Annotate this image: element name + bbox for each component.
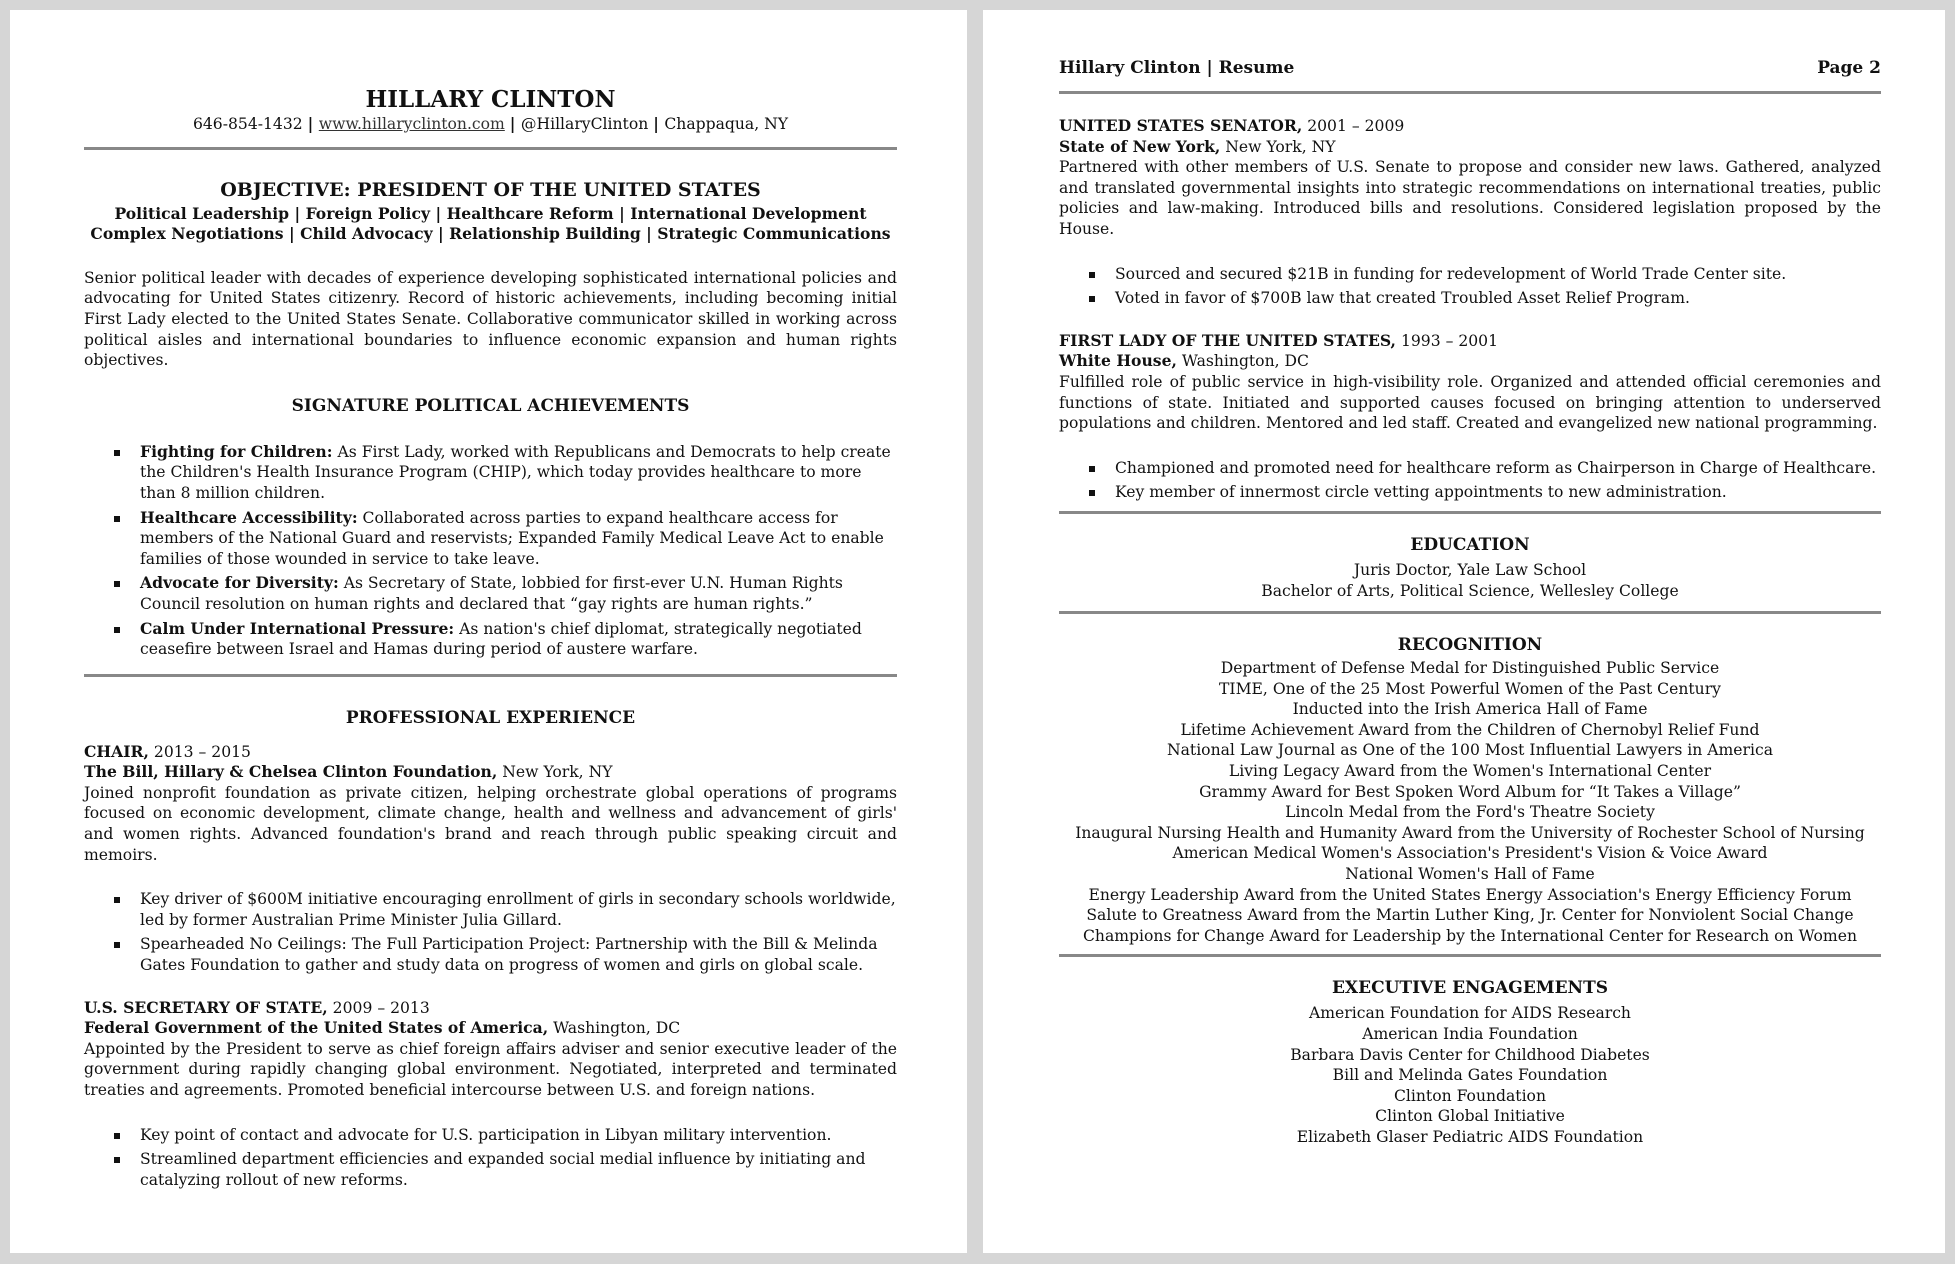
job-title: FIRST LADY OF THE UNITED STATES,	[1059, 330, 1396, 350]
education-list	[1059, 560, 1881, 601]
skills-line-2: Complex Negotiations | Child Advocacy | Relationship Building | Strategic Communications	[90, 224, 891, 244]
achievements-list	[84, 442, 897, 660]
location: Chappaqua, NY	[664, 115, 789, 133]
job-bullets	[1059, 264, 1881, 309]
phone-number: 646-854-1432	[192, 115, 303, 133]
job-entry-first-lady	[1059, 331, 1881, 503]
divider	[1059, 511, 1881, 514]
job-dates: 2009 – 2013	[327, 998, 430, 1017]
list-item: Sourced and secured $21B in funding for redevelopment of World Trade Center site.	[1115, 264, 1881, 285]
list-item: Bill and Melinda Gates Foundation	[1332, 1066, 1608, 1085]
divider	[84, 674, 897, 677]
job-org: Federal Government of the United States of America,	[84, 1018, 549, 1038]
list-item: Champions for Change Award for Leadership by the International Center for Research on Women	[1083, 926, 1857, 945]
list-item: Clinton Global Initiative	[1375, 1107, 1565, 1126]
list-item: Bachelor of Arts, Political Science, Wellesley College	[1261, 581, 1679, 600]
job-description: Joined nonprofit foundation as private citizen, helping orchestrate global operations of programs focused on economic development, climate change, health and wellness and advancement of girls' and women rights. Advanced foundation's brand and reach through public speaking circuit and memoirs.	[84, 783, 897, 864]
list-item: Voted in favor of $700B law that created Troubled Asset Relief Program.	[1115, 288, 1881, 309]
resume-page-2	[983, 10, 1945, 1253]
achievement-text: As First Lady, worked with Republicans and Democrats to help create the Children's Health Insurance Program (CHIP), which today provides healthcare to more than 8 million children.	[140, 442, 891, 502]
list-item: American India Foundation	[1362, 1025, 1578, 1043]
job-dates: 2013 – 2015	[148, 742, 251, 761]
list-item: American Foundation for AIDS Research	[1309, 1004, 1631, 1023]
experience-heading: PROFESSIONAL EXPERIENCE	[345, 707, 636, 728]
achievement-title: Fighting for Children:	[140, 441, 333, 461]
candidate-name: HILLARY CLINTON	[365, 86, 616, 113]
list-item: National Women's Hall of Fame	[1345, 865, 1595, 884]
engagements-list	[1059, 1003, 1881, 1147]
job-dates: 1993 – 2001	[1395, 331, 1499, 350]
job-org: State of New York,	[1059, 136, 1221, 156]
list-item	[140, 619, 897, 660]
job-title: U.S. SECRETARY OF STATE,	[84, 997, 328, 1017]
contact-line: 646-854-1432 | www.hillaryclinton.com | @HillaryClinton | Chappaqua, NY	[192, 114, 789, 133]
job-bullets	[84, 889, 897, 975]
list-item: Championed and promoted need for healthcare reform as Chairperson in Charge of Healthcare.	[1115, 458, 1881, 479]
divider	[1059, 954, 1881, 957]
list-item: Inducted into the Irish America Hall of Fame	[1292, 700, 1648, 719]
job-entry-senator	[1059, 116, 1881, 309]
list-item	[140, 573, 897, 614]
resume-page-1	[10, 10, 967, 1253]
job-entry-secretary	[84, 998, 897, 1191]
list-item: TIME, One of the 25 Most Powerful Women of the Past Century	[1219, 679, 1721, 698]
job-org: White House,	[1059, 351, 1177, 371]
skills-line-1: Political Leadership | Foreign Policy | Healthcare Reform | International Development	[114, 203, 867, 223]
list-item: Clinton Foundation	[1393, 1086, 1546, 1105]
achievement-title: Calm Under International Pressure:	[140, 618, 455, 638]
list-item: Salute to Greatness Award from the Martin Luther King, Jr. Center for Nonviolent Social Change	[1086, 906, 1854, 925]
list-item: Energy Leadership Award from the United States Energy Association's Energy Efficiency Forum	[1088, 885, 1852, 904]
job-dates: 2001 – 2009	[1302, 117, 1405, 135]
list-item: Lincoln Medal from the Ford's Theatre Society	[1285, 803, 1655, 822]
divider	[1059, 91, 1881, 94]
job-location: Washington, DC	[1176, 352, 1309, 371]
list-item: Barbara Davis Center for Childhood Diabetes	[1290, 1045, 1650, 1064]
page-number: Page 2	[1817, 58, 1881, 78]
engagements-heading: EXECUTIVE ENGAGEMENTS	[1331, 978, 1609, 999]
summary-paragraph: Senior political leader with decades of experience developing sophisticated international policies and advocating for United States citizenry. Record of historic achievements, including becoming initial First Lady elected to the United States Senate. Collaborative communicator skilled in working across political aisles and international boundaries to influence economic expansion and human rights objectives.	[84, 268, 897, 370]
list-item	[140, 442, 897, 504]
job-bullets	[84, 1125, 897, 1191]
achievements-heading: SIGNATURE POLITICAL ACHIEVEMENTS	[291, 395, 690, 416]
header-title: Hillary Clinton | Resume	[1059, 58, 1295, 78]
list-item: Department of Defense Medal for Distinguished Public Service	[1220, 659, 1720, 678]
list-item: Streamlined department efficiencies and expanded social medial influence by initiating and catalyzing rollout of new reforms.	[140, 1149, 897, 1190]
list-item: American Medical Women's Association's President's Vision & Voice Award	[1172, 844, 1768, 863]
job-description: Fulfilled role of public service in high-visibility role. Organized and attended official ceremonies and functions of state. Initiated and supported causes focused on bringing attention to underserved populations and children. Mentored and led staff. Created and evangelized new national programming.	[1059, 372, 1881, 433]
job-location: New York, NY	[1220, 137, 1336, 156]
list-item: Grammy Award for Best Spoken Word Album for “It Takes a Village”	[1199, 782, 1741, 801]
list-item: Spearheaded No Ceilings: The Full Participation Project: Partnership with the Bill & Melinda Gates Foundation to gather and study data on progress of women and girls on global scale.	[140, 934, 897, 975]
list-item: National Law Journal as One of the 100 Most Influential Lawyers in America	[1166, 741, 1774, 760]
list-item: Inaugural Nursing Health and Humanity Award from the University of Rochester School of Nursing	[1075, 823, 1865, 842]
objective-title: OBJECTIVE: PRESIDENT OF THE UNITED STATES	[220, 178, 761, 201]
divider	[84, 147, 897, 150]
recognition-list	[1059, 658, 1881, 946]
achievement-text: As Secretary of State, lobbied for first-ever U.N. Human Rights Council resolution on human rights and declared that “gay rights are human rights.”	[140, 574, 843, 613]
job-title: UNITED STATES SENATOR,	[1059, 116, 1303, 135]
list-item: Key point of contact and advocate for U.S. participation in Libyan military intervention.	[140, 1125, 897, 1146]
achievement-text: Collaborated across parties to expand healthcare access for members of the National Guard and reservists; Expanded Family Medical Leave Act to enable families of those wounded in service to take leave.	[140, 508, 884, 568]
list-item: Elizabeth Glaser Pediatric AIDS Foundation	[1296, 1127, 1644, 1146]
job-location: Washington, DC	[548, 1019, 681, 1038]
list-item: Key member of innermost circle vetting appointments to new administration.	[1115, 482, 1881, 503]
job-description: Partnered with other members of U.S. Senate to propose and consider new laws. Gathered, analyzed and translated governmental insights into strategic recommendations on international treaties, public policies and law-making. Introduced bills and resolutions. Considered legislation proposed by the House.	[1059, 158, 1881, 238]
job-description: Appointed by the President to serve as chief foreign affairs adviser and senior executive leader of the government during rapidly changing global environment. Negotiated, interpreted and terminated treaties and agreements. Promoted beneficial intercourse between U.S. and foreign nations.	[84, 1039, 897, 1099]
website-link[interactable]: www.hillaryclinton.com	[318, 115, 505, 133]
achievement-title: Advocate for Diversity:	[140, 573, 339, 593]
recognition-heading: RECOGNITION	[1397, 635, 1543, 656]
page-header	[1059, 10, 1881, 79]
list-item: Key driver of $600M initiative encouraging enrollment of girls in secondary schools worldwide, led by former Australian Prime Minister Julia Gillard.	[140, 890, 896, 929]
job-bullets	[1059, 458, 1881, 503]
achievement-title: Healthcare Accessibility:	[140, 507, 358, 527]
job-entry-chair	[84, 742, 897, 976]
list-item: Lifetime Achievement Award from the Children of Chernobyl Relief Fund	[1180, 720, 1760, 739]
list-item: Living Legacy Award from the Women's International Center	[1228, 762, 1712, 781]
achievement-text: As nation's chief diplomat, strategically negotiated ceasefire between Israel and Hamas during period of austere warfare.	[140, 619, 862, 659]
job-org: The Bill, Hillary & Chelsea Clinton Foundation,	[84, 762, 498, 782]
list-item	[140, 508, 897, 570]
job-title: CHAIR,	[84, 741, 149, 761]
list-item: Juris Doctor, Yale Law School	[1353, 560, 1587, 579]
job-location: New York, NY	[497, 763, 613, 782]
twitter-handle: @HillaryClinton	[520, 115, 649, 133]
divider	[1059, 611, 1881, 614]
education-heading: EDUCATION	[1410, 534, 1530, 555]
